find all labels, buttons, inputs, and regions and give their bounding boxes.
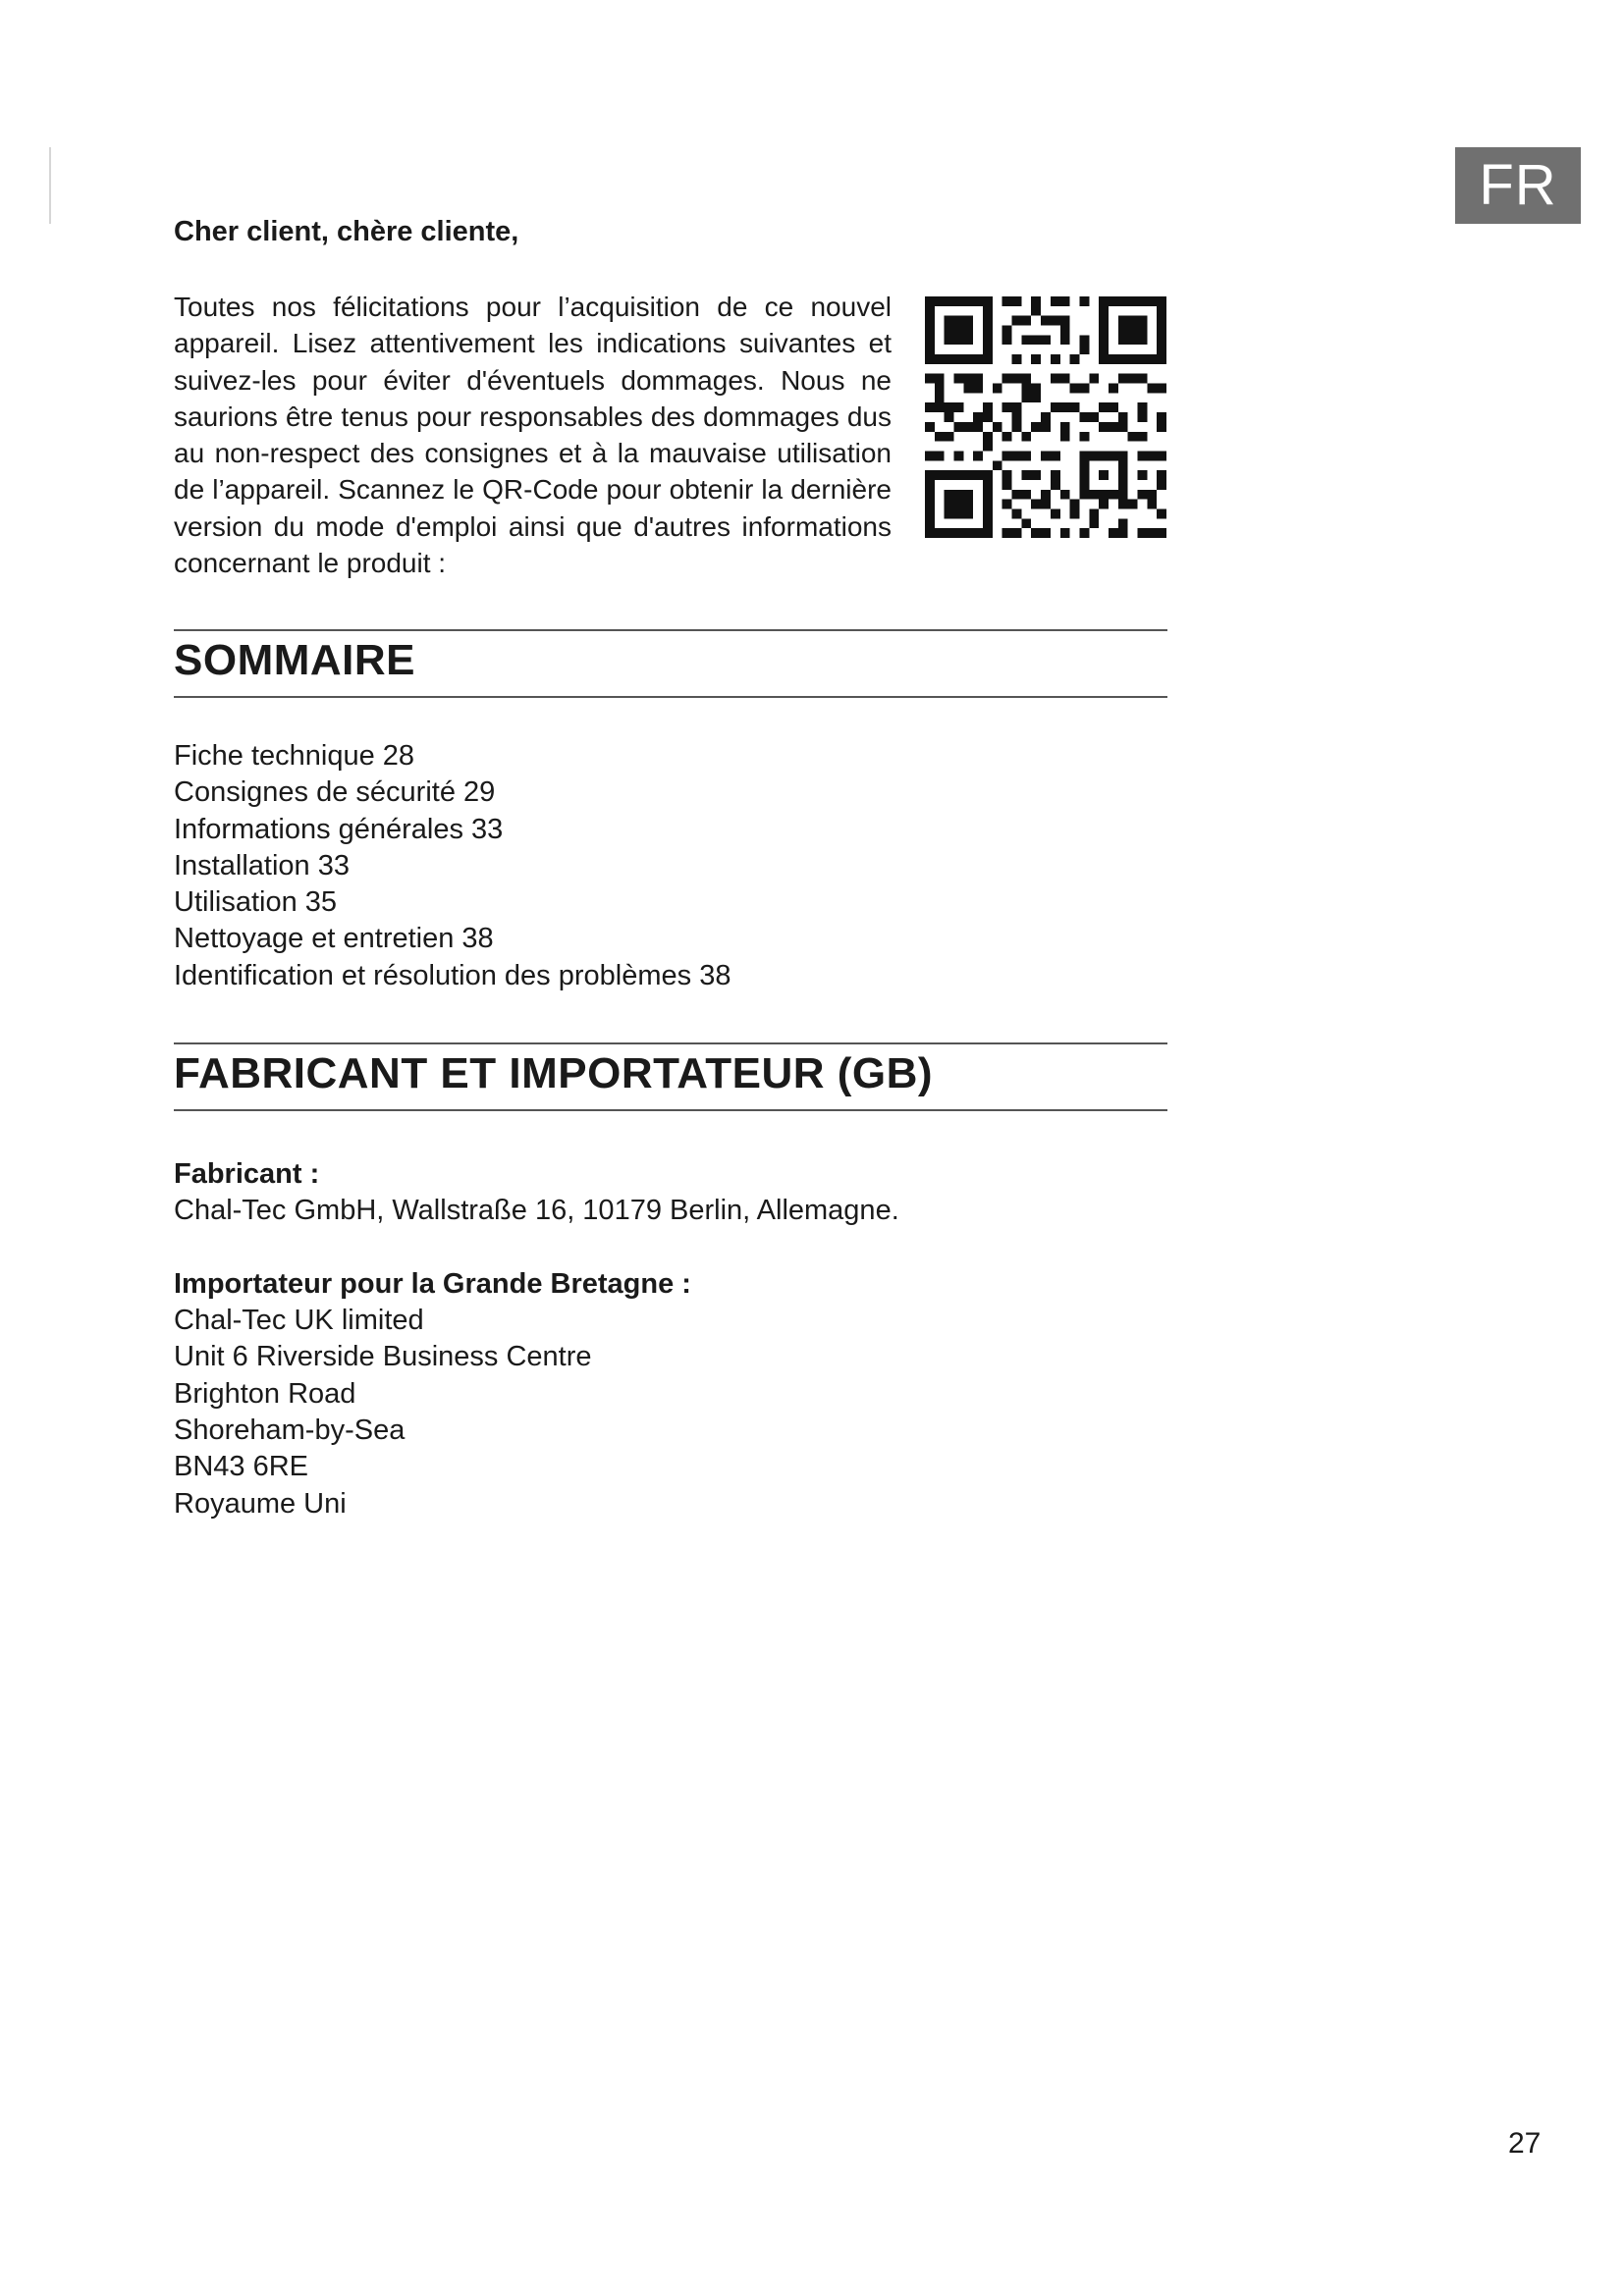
divider-bottom-fabricant — [174, 1109, 1167, 1111]
importer-line: Shoreham-by-Sea — [174, 1415, 406, 1447]
manufacturer-label: Fabricant : — [174, 1158, 320, 1190]
intro-paragraph: Toutes nos félicitations pour l’acquisition de ce nouvel appareil. Lisez attentivement les indications suivantes et suivez-les pour éviter d'éventuels dommages. Nous ne saurions être tenus pour responsables des dommages dus au non-respect des consignes et à la mauvaise utilisation de l’appareil. Scannez le QR-Code pour obtenir la dernière version du mode d'emploi ainsi que d'autres informations concernant le produit : — [174, 292, 892, 579]
toc-item[interactable]: Informations générales 33 — [174, 813, 504, 845]
importer-label: Importateur pour la Grande Bretagne : — [174, 1267, 691, 1300]
manufacturer-address: Chal-Tec GmbH, Wallstraße 16, 10179 Berlin, Allemagne. — [174, 1195, 899, 1227]
qr-code[interactable] — [925, 296, 1166, 538]
fabricant-heading: FABRICANT ET IMPORTATEUR (GB) — [174, 1049, 934, 1097]
manufacturer-block — [174, 1156, 899, 1522]
table-of-contents — [174, 738, 731, 994]
importer-line: Brighton Road — [174, 1377, 356, 1410]
page-number: 27 — [1508, 2127, 1542, 2160]
toc-item[interactable]: Nettoyage et entretien 38 — [174, 923, 494, 955]
toc-item[interactable]: Installation 33 — [174, 849, 350, 881]
divider-top-fabricant — [174, 1042, 1167, 1044]
sommaire-heading: SOMMAIRE — [174, 636, 415, 684]
toc-item[interactable]: Fiche technique 28 — [174, 740, 415, 772]
divider-bottom-sommaire — [174, 696, 1167, 698]
toc-item[interactable]: Identification et résolution des problèmes 38 — [174, 959, 731, 991]
greeting: Cher client, chère cliente, — [174, 216, 519, 247]
importer-line: BN43 6RE — [174, 1451, 309, 1483]
divider-top-sommaire — [174, 629, 1167, 631]
language-tab: FR — [1455, 147, 1581, 224]
importer-line: Chal-Tec UK limited — [174, 1305, 424, 1337]
importer-line: Royaume Uni — [174, 1487, 347, 1520]
margin-line — [49, 147, 51, 224]
toc-item[interactable]: Utilisation 35 — [174, 886, 338, 919]
importer-line: Unit 6 Riverside Business Centre — [174, 1341, 592, 1373]
toc-item[interactable]: Consignes de sécurité 29 — [174, 776, 496, 809]
